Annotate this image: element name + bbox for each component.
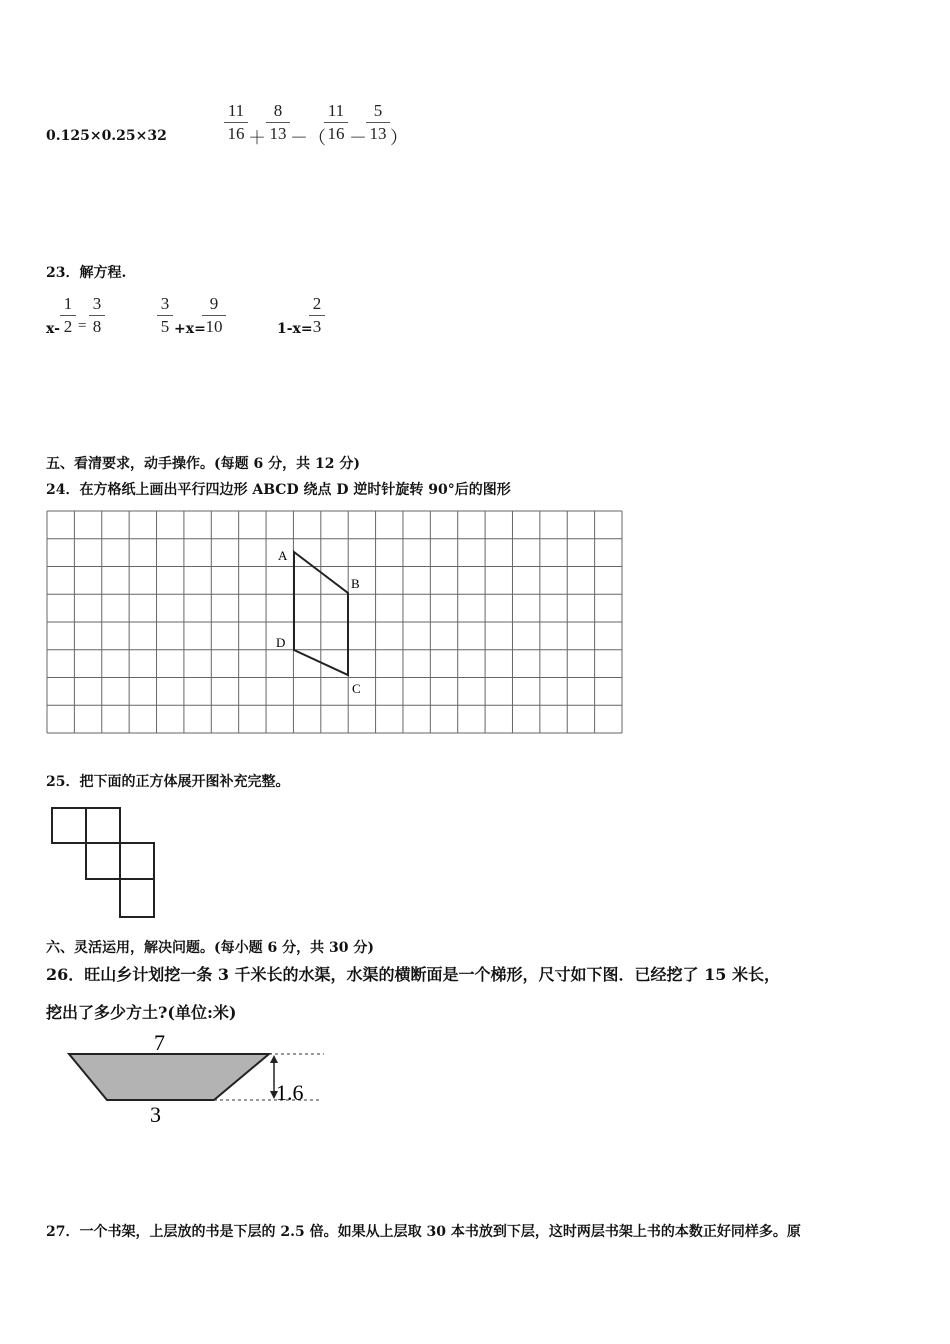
top-width-label: 7 — [154, 1030, 165, 1055]
bottom-width-label: 3 — [150, 1102, 161, 1127]
eq3-prefix: 1-x= — [277, 321, 313, 337]
label-d: D — [276, 635, 286, 650]
plus-operator: ＋ — [248, 128, 266, 148]
grid-lines — [47, 511, 622, 733]
eq2-fraction-9-10: 9 10 — [202, 294, 226, 337]
eq2-middle: +x= — [174, 321, 206, 337]
q26-line2: 挖出了多少方土?(单位:米) — [46, 1003, 237, 1022]
section5-heading: 五、看清要求，动手操作。(每题 6 分，共 12 分) — [46, 456, 360, 472]
net-square-5 — [120, 879, 154, 917]
q24-grid-figure — [46, 510, 623, 735]
minus-operator: － — [349, 128, 367, 148]
fraction-11-16-a: 11 16 — [224, 101, 248, 144]
net-square-2 — [86, 808, 120, 843]
height-label: 1.6 — [276, 1080, 304, 1105]
q24-title: 24．在方格纸上画出平行四边形 ABCD 绕点 D 逆时针旋转 90°后的图形 — [46, 482, 511, 498]
label-b: B — [351, 576, 360, 591]
net-square-3 — [86, 843, 120, 879]
eq2-fraction-3-5: 3 5 — [157, 294, 173, 337]
eq1-fraction-1-2: 1 2 — [60, 294, 76, 337]
eq1-equals: = — [78, 318, 87, 334]
trapezoid-cross-section — [69, 1054, 269, 1100]
label-a: A — [278, 548, 288, 563]
close-paren: ） — [390, 128, 408, 148]
label-c: C — [352, 681, 361, 696]
q26-line1: 26．旺山乡计划挖一条 3 千米长的水渠，水渠的横断面是一个梯形，尺寸如下图．已经挖了 15 米长， — [46, 965, 780, 984]
net-square-1 — [52, 808, 86, 843]
eq3-fraction-2-3: 2 3 — [309, 294, 325, 337]
eq1-prefix: x- — [46, 321, 60, 337]
fraction-8-13: 8 13 — [266, 101, 290, 144]
net-square-4 — [120, 843, 154, 879]
q25-title: 25．把下面的正方体展开图补充完整。 — [46, 774, 290, 790]
minus-paren-operator: －（ — [290, 128, 326, 148]
expr-decimal-product: 0.125×0.25×32 — [46, 128, 167, 144]
eq1-fraction-3-8: 3 8 — [89, 294, 105, 337]
fraction-11-16-b: 11 16 — [324, 101, 348, 144]
cube-net-figure — [50, 806, 160, 920]
q23-title: 23．解方程. — [46, 265, 127, 281]
height-arrow-up — [270, 1055, 278, 1063]
section6-heading: 六、灵活运用，解决问题。(每小题 6 分，共 30 分) — [46, 940, 374, 956]
trapezoid-figure — [50, 1030, 330, 1130]
fraction-5-13: 5 13 — [366, 101, 390, 144]
q27-line1: 27．一个书架，上层放的书是下层的 2.5 倍。如果从上层取 30 本书放到下层，这时两层书架上书的本数正好同样多。原 — [46, 1224, 801, 1240]
